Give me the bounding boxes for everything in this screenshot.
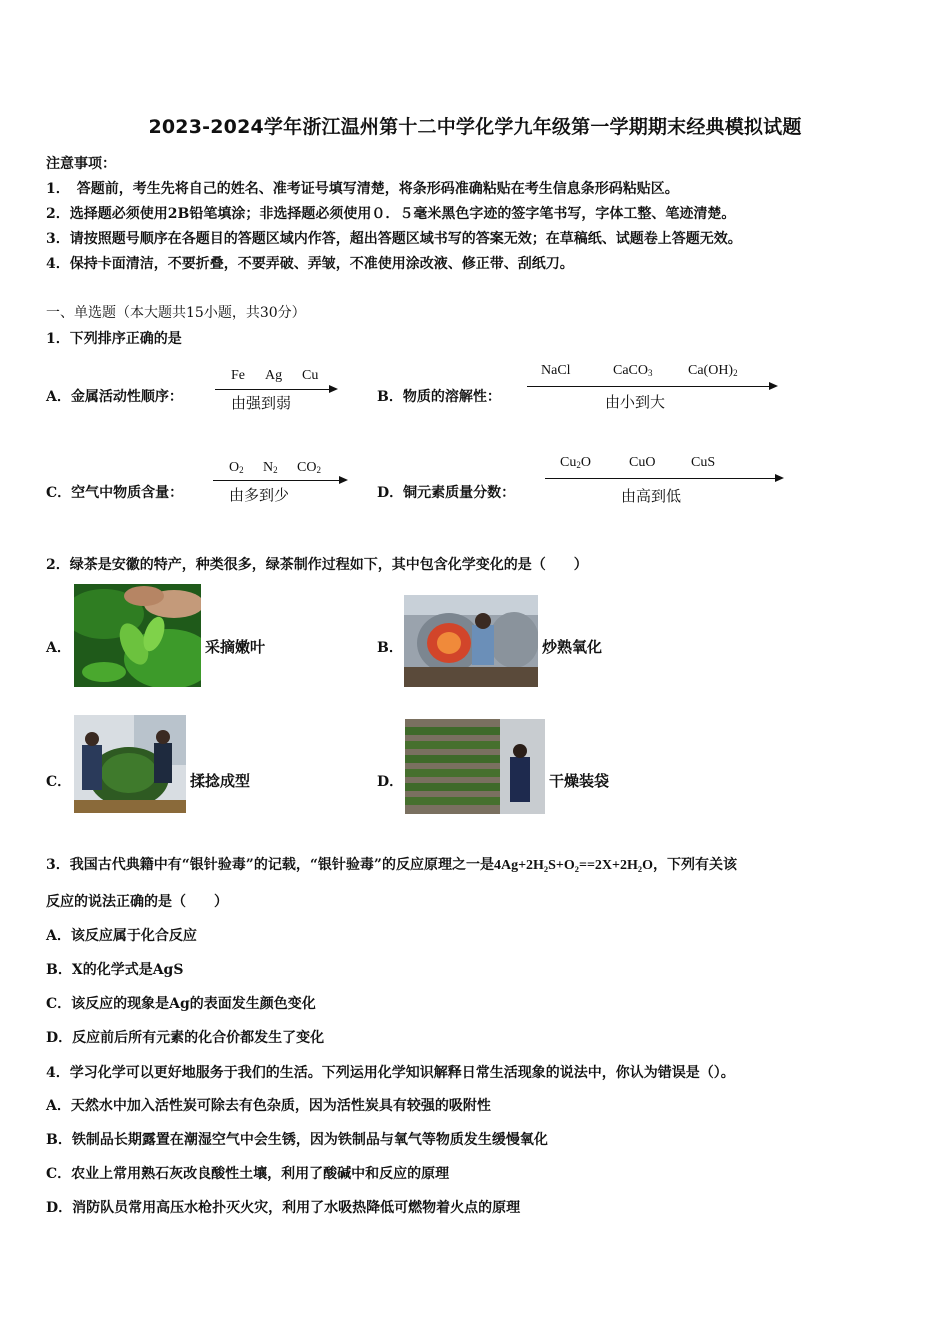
chem-formula: CuO: [629, 455, 656, 470]
chem-formula-wrap: [613, 363, 653, 379]
chem-formula: N: [263, 460, 274, 475]
chem-formula: Cu: [302, 368, 319, 383]
arrow-shaft: [527, 386, 771, 387]
subscript: 2: [316, 465, 321, 475]
q3-stem-tail: ，下列有关该: [653, 857, 737, 873]
q2-option-letter: C．: [46, 774, 72, 790]
chem-formula: Ca(OH): [688, 363, 734, 378]
tea-picking-photo: [74, 584, 201, 687]
tea-drying-photo: [405, 719, 545, 814]
order-caption: 由多到少: [229, 486, 290, 504]
arrow-head-icon: [329, 385, 338, 393]
chem-formula-wrap: [229, 460, 244, 476]
order-caption: 由小到大: [605, 393, 666, 411]
subscript: 2: [273, 465, 278, 475]
notice-item: 4．保持卡面清洁，不要折叠，不要弄破、弄皱，不准使用涂改液、修正带、刮纸刀。: [46, 256, 574, 272]
q4-option: A．天然水中加入活性炭可除去有色杂质，因为活性炭具有较强的吸附性: [46, 1098, 491, 1114]
q4-option: C．农业上常用熟石灰改良酸性土壤，利用了酸碱中和反应的原理: [46, 1166, 450, 1182]
q1-stem: 1．下列排序正确的是: [46, 331, 182, 347]
chem-formula: O: [229, 460, 240, 475]
arrow-head-icon: [769, 382, 778, 390]
chem-formula-wrap: [297, 460, 321, 476]
q2-option-letter: B．: [377, 640, 403, 656]
q1-option-a-label: A．金属活动性顺序：: [46, 389, 183, 405]
q2-option-caption: 揉捻成型: [190, 772, 251, 790]
order-caption: 由强到弱: [231, 394, 292, 412]
arrow-head-icon: [339, 476, 348, 484]
arrow-head-icon: [775, 474, 784, 482]
q2-option-letter: D．: [377, 774, 404, 790]
notice-item: 2．选择题必须使用2B铅笔填涂；非选择题必须使用０．５毫米黑色字迹的签字笔书写，字体工整、笔迹清楚。: [46, 206, 736, 222]
notice-item: 3．请按照题号顺序在各题目的答题区域内作答，超出答题区域书写的答案无效；在草稿纸、试题卷上答题无效。: [46, 231, 742, 247]
q1-option-c-label: C．空气中物质含量：: [46, 485, 184, 501]
q2-option-caption: 采摘嫩叶: [205, 638, 266, 656]
q3-stem-text: 3．我国古代典籍中有“银针验毒”的记载，“银针验毒”的反应原理之一是: [46, 857, 494, 873]
chem-formula: CO: [297, 460, 317, 475]
arrow-shaft: [213, 480, 341, 481]
arrow-shaft: [545, 478, 777, 479]
tea-roasting-photo: [404, 595, 538, 687]
section-heading: 一、单选题（本大题共15小题，共30分）: [46, 305, 306, 321]
q3-option: B．X的化学式是AgS: [46, 962, 184, 978]
q3-option: D．反应前后所有元素的化合价都发生了变化: [46, 1030, 325, 1046]
q4-stem: 4．学习化学可以更好地服务于我们的生活。下列运用化学知识解释日常生活现象的说法中，你认为错误是（）。: [46, 1065, 735, 1081]
q3-option: C．该反应的现象是Ag的表面发生颜色变化: [46, 996, 316, 1012]
q2-option-letter: A．: [46, 640, 71, 656]
subscript: 3: [648, 368, 653, 378]
chem-formula-wrap: [263, 460, 278, 476]
tea-rolling-photo: [74, 715, 186, 813]
subscript: 2: [239, 465, 244, 475]
q3-equation: 4Ag+2H₂S+O₂==2X+2H₂O: [493, 858, 653, 873]
q2-option-caption: 炒熟氧化: [542, 638, 603, 656]
chem-formula: NaCl: [541, 363, 571, 378]
q4-option: B．铁制品长期露置在潮湿空气中会生锈，因为铁制品与氧气等物质发生缓慢氧化: [46, 1132, 548, 1148]
q1-option-d-label: D．铜元素质量分数：: [377, 485, 516, 501]
chem-formula: Cu: [560, 455, 577, 470]
order-caption: 由高到低: [621, 487, 682, 505]
q3-stem-line2: 反应的说法正确的是（ ）: [46, 894, 228, 910]
q4-option: D．消防队员常用高压水枪扑灭火灾，利用了水吸热降低可燃物着火点的原理: [46, 1200, 521, 1216]
exam-title: 2023-2024学年浙江温州第十二中学化学九年级第一学期期末经典模拟试题: [148, 116, 802, 138]
chem-formula-wrap: [688, 363, 738, 379]
chem-formula-wrap: $Cu_2O$: [560, 455, 591, 470]
chem-formula: CuS: [691, 455, 716, 470]
q2-stem: 2．绿茶是安徽的特产，种类很多，绿茶制作过程如下，其中包含化学变化的是（ ）: [46, 557, 588, 573]
q1-option-b-label: B．物质的溶解性：: [377, 389, 501, 405]
notice-heading: 注意事项：: [46, 156, 116, 172]
arrow-shaft: [215, 389, 331, 390]
chem-formula: CaCO: [613, 363, 648, 378]
q2-option-caption: 干燥装袋: [549, 772, 610, 790]
subscript: 2: [576, 460, 581, 470]
subscript: 2: [733, 368, 738, 378]
chem-formula: Ag: [265, 368, 283, 383]
chem-formula: Fe: [231, 368, 245, 383]
notice-item: 1． 答题前，考生先将自己的姓名、准考证号填写清楚，将条形码准确粘贴在考生信息条形码粘贴区。: [46, 181, 679, 197]
q3-stem-line1: [46, 854, 737, 874]
q3-option: A．该反应属于化合反应: [46, 928, 197, 944]
